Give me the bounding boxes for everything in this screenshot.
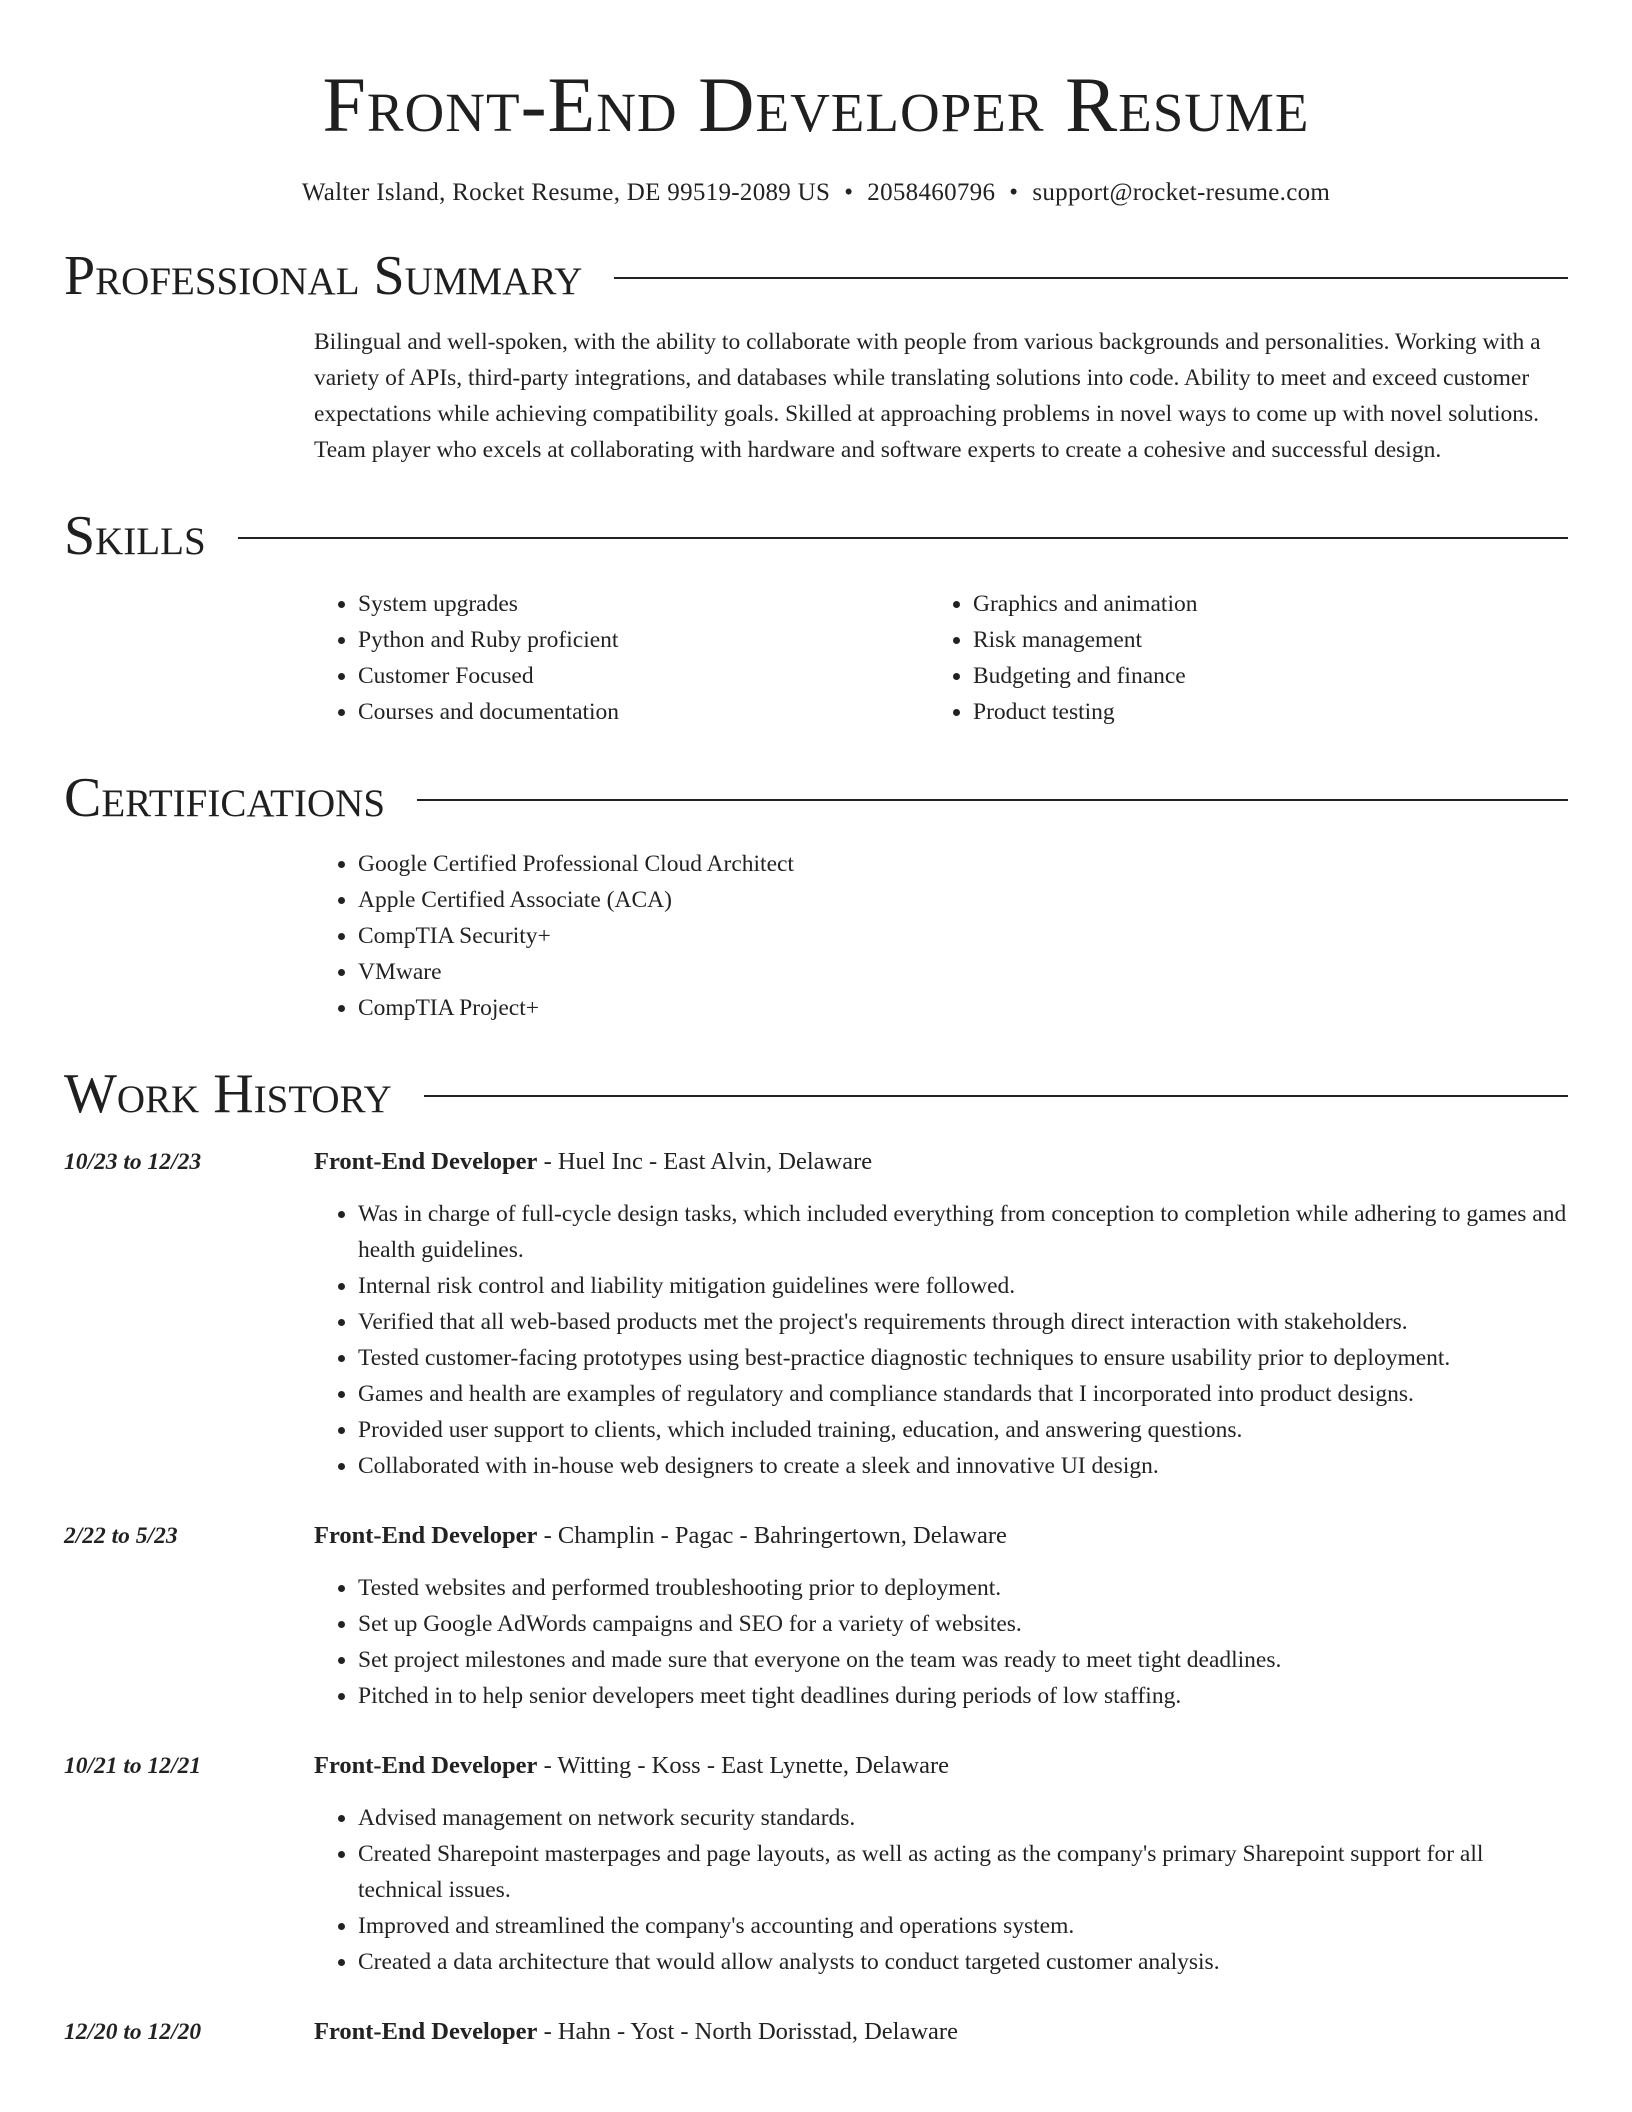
job-tasks	[314, 1196, 1568, 1484]
skills-heading: Skills	[64, 505, 206, 567]
skills-column-right	[929, 586, 1544, 730]
job-dates: 10/21 to 12/21	[64, 1753, 202, 1779]
certification-item: • Google Certified Professional Cloud Architect	[358, 846, 1568, 882]
job-dates: 2/22 to 5/23	[64, 1523, 178, 1549]
skill-item: • Customer Focused	[358, 658, 929, 694]
certification-item: • CompTIA Project+	[358, 990, 1568, 1026]
section-divider	[424, 1095, 1568, 1097]
certifications-heading: Certifications	[64, 767, 386, 829]
job-tasks	[314, 1570, 1568, 1714]
contact-phone: 2058460796	[867, 179, 996, 206]
contact-email: support@rocket-resume.com	[1032, 179, 1331, 206]
skill-item: • Python and Ruby proficient	[358, 622, 929, 658]
job-tasks	[314, 1800, 1568, 1980]
summary-section-header	[64, 246, 1568, 306]
job-company-location: - Huel Inc - East Alvin, Delaware	[537, 1148, 873, 1175]
work-history-heading: Work History	[64, 1063, 392, 1125]
job-header	[64, 1144, 1568, 1180]
job-task: • Games and health are examples of regulatory and compliance standards that I incorporated into product designs.	[358, 1376, 1568, 1412]
skill-item: • System upgrades	[358, 586, 929, 622]
skill-item: • Risk management	[973, 622, 1544, 658]
job-task: • Created Sharepoint masterpages and page layouts, as well as acting as the company's primary Sharepoint support for all technical issues.	[358, 1836, 1568, 1908]
job-header	[64, 1748, 1568, 1784]
certifications-list	[314, 846, 1568, 1026]
summary-text: Bilingual and well-spoken, with the ability to collaborate with people from various backgrounds and personalities. Working with a variety of APIs, third-party integrations, and databases while translating solutions into code. Ability to meet and exceed customer expectations while achieving compatibility goals. Skilled at approaching problems in novel ways to come up with novel solutions. Team player who excels at collaborating with hardware and software experts to create a cohesive and successful design.	[314, 329, 1541, 463]
job-task: • Created a data architecture that would allow analysts to conduct targeted customer analysis.	[358, 1944, 1568, 1980]
summary-heading: Professional Summary	[64, 245, 583, 307]
job-entry	[64, 1144, 1568, 1484]
skills-column-left	[314, 586, 929, 730]
job-title: Front-End Developer	[314, 1148, 538, 1175]
job-task: • Advised management on network security standards.	[358, 1800, 1568, 1836]
job-title-line	[314, 1144, 872, 1180]
section-divider	[238, 537, 1568, 539]
job-task: • Tested websites and performed troubleshooting prior to deployment.	[358, 1570, 1568, 1606]
skills-list-right	[929, 586, 1544, 730]
job-dates: 10/23 to 12/23	[64, 1149, 202, 1175]
certifications-block	[314, 846, 1568, 1026]
contact-separator: •	[844, 179, 854, 206]
contact-address: Walter Island, Rocket Resume, DE 99519-2089 US	[301, 179, 831, 206]
job-company-location: - Hahn - Yost - North Dorisstad, Delaware	[537, 2018, 958, 2045]
job-task: • Tested customer-facing prototypes using best-practice diagnostic techniques to ensure usability prior to deployment.	[358, 1340, 1568, 1376]
certification-item: • VMware	[358, 954, 1568, 990]
job-dates: 12/20 to 12/20	[64, 2019, 202, 2045]
skills-grid	[314, 586, 1568, 730]
job-task: • Internal risk control and liability mitigation guidelines were followed.	[358, 1268, 1568, 1304]
section-divider	[417, 799, 1568, 801]
job-title-line	[314, 1748, 949, 1784]
job-task: • Was in charge of full-cycle design tasks, which included everything from conception to completion while adhering to games and health guidelines.	[358, 1196, 1568, 1268]
skill-item: • Graphics and animation	[973, 586, 1544, 622]
job-header	[64, 2014, 1568, 2050]
job-task-list	[314, 1800, 1568, 1980]
skill-item: • Product testing	[973, 694, 1544, 730]
contact-separator: •	[1009, 179, 1019, 206]
section-divider	[614, 277, 1568, 279]
job-company-location: - Witting - Koss - East Lynette, Delaware	[537, 1752, 949, 1779]
skill-item: • Courses and documentation	[358, 694, 929, 730]
job-header	[64, 1518, 1568, 1554]
job-task: • Provided user support to clients, which included training, education, and answering questions.	[358, 1412, 1568, 1448]
work-history-section-header	[64, 1064, 1568, 1124]
job-task: • Set project milestones and made sure that everyone on the team was ready to meet tight deadlines.	[358, 1642, 1568, 1678]
job-entry	[64, 1748, 1568, 1980]
resume-page	[64, 0, 1568, 2050]
job-company-location: - Champlin - Pagac - Bahringertown, Delaware	[537, 1522, 1007, 1549]
contact-line	[64, 178, 1568, 208]
job-entry	[64, 2014, 1568, 2050]
job-entry	[64, 1518, 1568, 1714]
job-title: Front-End Developer	[314, 1752, 538, 1779]
job-task: • Pitched in to help senior developers meet tight deadlines during periods of low staffing.	[358, 1678, 1568, 1714]
job-task-list	[314, 1570, 1568, 1714]
certification-item: • Apple Certified Associate (ACA)	[358, 882, 1568, 918]
job-task: • Verified that all web-based products met the project's requirements through direct interaction with stakeholders.	[358, 1304, 1568, 1340]
job-title-line	[314, 2014, 958, 2050]
skill-item: • Budgeting and finance	[973, 658, 1544, 694]
job-task: • Improved and streamlined the company's accounting and operations system.	[358, 1908, 1568, 1944]
job-task: • Collaborated with in-house web designers to create a sleek and innovative UI design.	[358, 1448, 1568, 1484]
job-title: Front-End Developer	[314, 1522, 538, 1549]
job-title: Front-End Developer	[314, 2018, 538, 2045]
skills-list-left	[314, 586, 929, 730]
job-task-list	[314, 1196, 1568, 1484]
certifications-section-header	[64, 768, 1568, 828]
resume-title: Front-End Developer Resume	[322, 61, 1310, 148]
job-task: • Set up Google AdWords campaigns and SEO for a variety of websites.	[358, 1606, 1568, 1642]
certification-item: • CompTIA Security+	[358, 918, 1568, 954]
job-title-line	[314, 1518, 1007, 1554]
skills-section-header	[64, 506, 1568, 566]
